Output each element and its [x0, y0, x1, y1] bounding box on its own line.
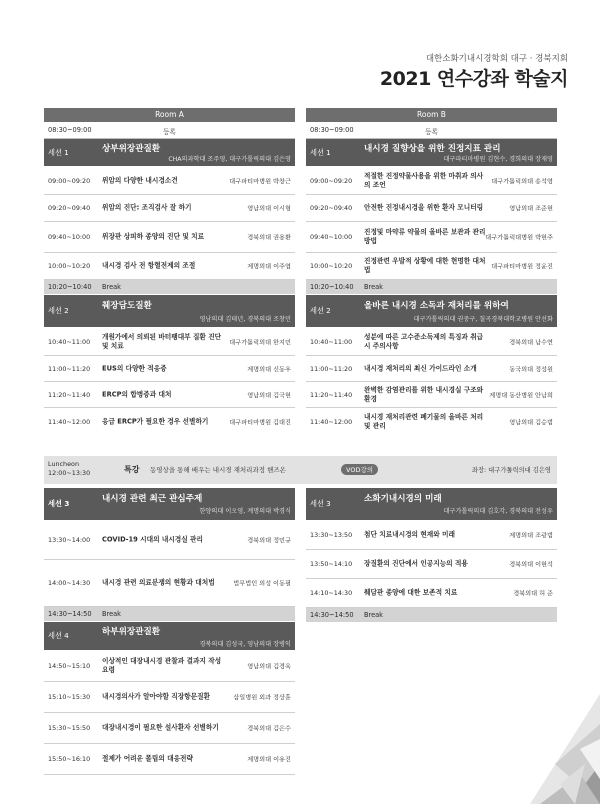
session-number: 세션 2	[48, 306, 69, 315]
session-title: 상부위장관질환	[102, 144, 161, 154]
talk-title: 장질환의 진단에서 인공지능의 적용	[364, 559, 468, 568]
talk-row	[44, 682, 295, 713]
session-chairs: 영남의대 김태년, 경북의대 조창민	[199, 316, 291, 323]
time: 08:30~09:00	[310, 126, 354, 134]
speaker: 경북의대 이현석	[509, 561, 553, 569]
talk-row	[306, 222, 557, 253]
speaker: 경북의대 남수연	[509, 339, 553, 346]
speaker: 경북의대 정민규	[247, 537, 291, 545]
session-title: 내시경 관련 최근 관심주제	[102, 494, 203, 504]
talk-title: 내시경 재처리의 최신 가이드라인 소개	[364, 364, 477, 372]
speaker: 대구파티마병원 박창근	[229, 178, 291, 185]
talk-row	[44, 167, 295, 195]
time: 10:40~11:00	[310, 337, 353, 346]
talk-row	[306, 579, 557, 608]
talk-row	[44, 521, 295, 560]
time: 08:30~09:00	[48, 126, 92, 134]
speaker: 동국의대 정성원	[509, 366, 553, 373]
label: Break	[364, 283, 384, 291]
break-row	[44, 280, 295, 295]
organizer: 대한소화기내시경학회 대구 · 경북지회	[425, 54, 568, 64]
speaker: 대구파티마병원 정윤진	[491, 263, 553, 271]
session-title: 소화기내시경의 미래	[364, 494, 442, 504]
session-header	[306, 139, 557, 167]
time: 10:00~10:20	[310, 262, 353, 270]
session-number: 세션 1	[48, 147, 69, 157]
speaker: 경북의대 권용환	[247, 234, 291, 242]
speaker: 영남의대 김경욱	[247, 663, 291, 671]
room-a-header: Room A	[44, 108, 295, 122]
session-chairs: 한양의대 이오영, 계명의대 박경식	[199, 508, 291, 515]
talk-title: 위암의 다양한 내시경소견	[102, 176, 178, 184]
decorative-geometric-pattern	[460, 654, 600, 804]
talk-row	[44, 356, 295, 382]
talk-row	[306, 253, 557, 280]
session-header	[306, 488, 557, 521]
time: 09:20~09:40	[48, 204, 91, 212]
speaker: 대구가톨릭대병원 박현주	[485, 234, 553, 242]
talk-title: 이상적인 대장내시경 관찰과 결과지 작성요령	[102, 657, 222, 674]
speaker: 영남의대 조준현	[509, 205, 553, 213]
session-title: 췌장담도질환	[102, 301, 152, 311]
session-title: 올바른 내시경 소독과 재처리를 위하여	[364, 301, 509, 311]
time: 10:40~11:00	[48, 337, 91, 346]
talk-title: 췌담관 종양에 대한 보존적 치료	[364, 588, 458, 597]
time: 09:40~10:00	[310, 233, 353, 241]
session-header	[44, 139, 295, 167]
talk-title: 위암의 진단: 조직검사 잘 하기	[102, 203, 192, 212]
time: 13:30~13:50	[310, 531, 353, 539]
special-lecture-title: 동영상을 통해 배우는 내시경 재처리과정 핸즈온	[150, 466, 286, 474]
session-header	[306, 295, 557, 328]
room-b-afternoon	[306, 488, 557, 623]
talk-row	[306, 521, 557, 550]
talk-title: 적절한 진정약물사용을 위한 마취과 의사의 조언	[364, 171, 484, 189]
speaker: 계명의대 신동우	[247, 366, 291, 373]
time: 15:10~15:30	[48, 693, 91, 701]
registration-row	[44, 122, 295, 139]
time: 10:00~10:20	[48, 262, 91, 270]
session-chairs: 대구파티마병원 김현수, 경희의대 장재영	[443, 156, 553, 163]
talk-title: EUS의 다양한 적응증	[102, 364, 167, 372]
talk-title: 첨단 치료내시경의 현재와 미래	[364, 530, 455, 539]
speaker: 계명의대 조광범	[509, 532, 553, 540]
session-header	[44, 622, 295, 651]
time: 09:00~09:20	[310, 176, 353, 185]
time: 14:30~14:50	[310, 611, 354, 619]
room-a-column	[44, 108, 295, 436]
special-lecture-label: 특강	[124, 465, 140, 474]
talk-row	[44, 253, 295, 280]
label: Break	[102, 283, 122, 291]
talk-title: 내시경 재처리관련 폐기물의 올바른 처리 및 관리	[364, 413, 484, 430]
talk-row	[44, 222, 295, 253]
talk-title: 진정및 마약류 약물의 올바른 보관과 관리방법	[364, 228, 486, 245]
time: 11:40~12:00	[48, 418, 91, 426]
talk-row	[44, 408, 295, 436]
speaker: 계명의대 이주엽	[247, 263, 291, 271]
time: 14:50~15:10	[48, 662, 91, 670]
speaker: 경북의대 김은수	[247, 725, 291, 733]
time: 14:10~14:30	[310, 589, 353, 597]
session-number: 세션 3	[310, 499, 331, 508]
talk-row	[306, 408, 557, 436]
talk-title: 위장관 상피하 종양의 진단 및 치료	[102, 232, 205, 241]
talk-title: 대장내시경이 필요한 설사환자 선별하기	[102, 723, 219, 732]
session-chairs: 대구가톨릭의대 권중구, 칠곡경북대학교병원 안선화	[413, 316, 553, 323]
session-title: 내시경 질향상을 위한 진정지표 관리	[364, 144, 501, 154]
label: Break	[102, 610, 122, 618]
break-row	[44, 607, 295, 622]
break-row	[306, 280, 557, 295]
page-title: 2021 연수강좌 학술지	[379, 68, 568, 90]
talk-title: 절제가 어려운 폴립의 대응전략	[102, 754, 193, 763]
time: 09:20~09:40	[310, 204, 353, 212]
speaker: 경북의대 허 준	[513, 590, 553, 598]
talk-title: 완벽한 감염관리를 위한 내시경실 구조와 환경	[364, 385, 484, 403]
time: 15:50~16:10	[48, 755, 91, 763]
speaker: 영남의대 이시형	[247, 205, 291, 213]
talk-title: 진정관련 우발적 상황에 대한 현명한 대처법	[364, 257, 486, 274]
speaker: 대구가톨릭의대 한지민	[229, 339, 291, 346]
speaker: 영남의대 김국현	[247, 392, 291, 399]
talk-row	[306, 195, 557, 222]
time: 11:20~11:40	[310, 390, 353, 399]
luncheon-chair: 좌장: 대구가톨릭의대 김은영	[471, 467, 551, 474]
talk-title: 내시경 검사 전 항혈전제의 조절	[102, 261, 196, 270]
room-b-header: Room B	[306, 108, 557, 122]
talk-row	[306, 167, 557, 195]
session-number: 세션 4	[48, 631, 69, 640]
speaker: 계명의대 이유진	[247, 756, 291, 764]
speaker: 대구가톨릭의대 송석영	[491, 178, 553, 185]
session-number: 세션 3	[48, 499, 70, 508]
time: 11:40~12:00	[310, 418, 353, 426]
luncheon-label: Luncheon	[48, 460, 80, 468]
talk-row	[306, 550, 557, 579]
label: 등록	[163, 128, 176, 136]
talk-title: 응급 ERCP가 필요한 경우 선별하기	[102, 417, 209, 426]
session-title: 하부위장관질환	[102, 627, 161, 637]
talk-title: 내시경의사가 알아야할 직장항문질환	[102, 692, 211, 701]
talk-title: ERCP의 합병증과 대처	[102, 390, 172, 398]
talk-row	[44, 560, 295, 607]
time: 13:30~14:00	[48, 536, 91, 544]
talk-row	[44, 328, 295, 356]
talk-row	[306, 382, 557, 408]
talk-title: COVID-19 시대의 내시경실 관리	[102, 535, 203, 544]
time: 09:40~10:00	[48, 233, 91, 241]
talk-row	[306, 328, 557, 356]
time: 09:00~09:20	[48, 176, 91, 185]
talk-row	[44, 744, 295, 775]
talk-row	[306, 356, 557, 382]
speaker: 계명대 동산병원 안남희	[489, 392, 553, 399]
speaker: 삼일병원 외과 정상훈	[233, 694, 291, 702]
talk-row	[44, 195, 295, 222]
time: 10:20~10:40	[48, 283, 92, 291]
talk-title: 내시경 관련 의료분쟁의 현황과 대처법	[102, 578, 215, 587]
session-number: 세션 1	[310, 147, 331, 157]
talk-title: 성분에 따른 고수준소독제의 특징과 취급시 주의사항	[364, 332, 484, 350]
session-header	[44, 295, 295, 328]
time: 13:50~14:10	[310, 560, 353, 568]
session-chairs: CHA의과학대 조주영, 대구가톨릭의대 김은영	[168, 156, 291, 163]
speaker: 영남의대 김승범	[509, 419, 553, 427]
time: 11:00~11:20	[48, 364, 91, 373]
luncheon-row	[44, 456, 557, 484]
talk-title: 안전한 진정내시경을 위한 환자 모니터링	[364, 203, 484, 212]
label: 등록	[425, 128, 438, 136]
luncheon-time	[48, 460, 90, 478]
talk-row	[44, 651, 295, 682]
talk-row	[44, 713, 295, 744]
time: 11:20~11:40	[48, 390, 91, 399]
session-number: 세션 2	[310, 306, 331, 315]
room-b-column	[306, 108, 557, 436]
talk-title: 개원가에서 의뢰된 바터팽대부 질환 진단 및 치료	[102, 332, 222, 350]
time: 15:30~15:50	[48, 724, 91, 732]
speaker: 대구파티마병원 김대진	[229, 419, 291, 427]
vod-badge: VOD강의	[341, 464, 378, 475]
time: 14:30~14:50	[48, 610, 92, 618]
session-chairs: 경북의대 김성국, 영남의대 장병익	[199, 641, 291, 648]
speaker: 법무법인 의성 이동필	[233, 580, 291, 588]
registration-row	[306, 122, 557, 139]
luncheon-hours: 12:00~13:30	[48, 469, 91, 477]
session-header	[44, 488, 295, 521]
room-a-afternoon	[44, 488, 295, 775]
time: 10:20~10:40	[310, 283, 354, 291]
time: 11:00~11:20	[310, 364, 353, 373]
break-row	[306, 608, 557, 623]
talk-row	[44, 382, 295, 408]
session-chairs: 대구가톨릭의대 김호각, 경북의대 전성우	[443, 508, 553, 515]
time: 14:00~14:30	[48, 579, 91, 587]
label: Break	[364, 611, 384, 619]
